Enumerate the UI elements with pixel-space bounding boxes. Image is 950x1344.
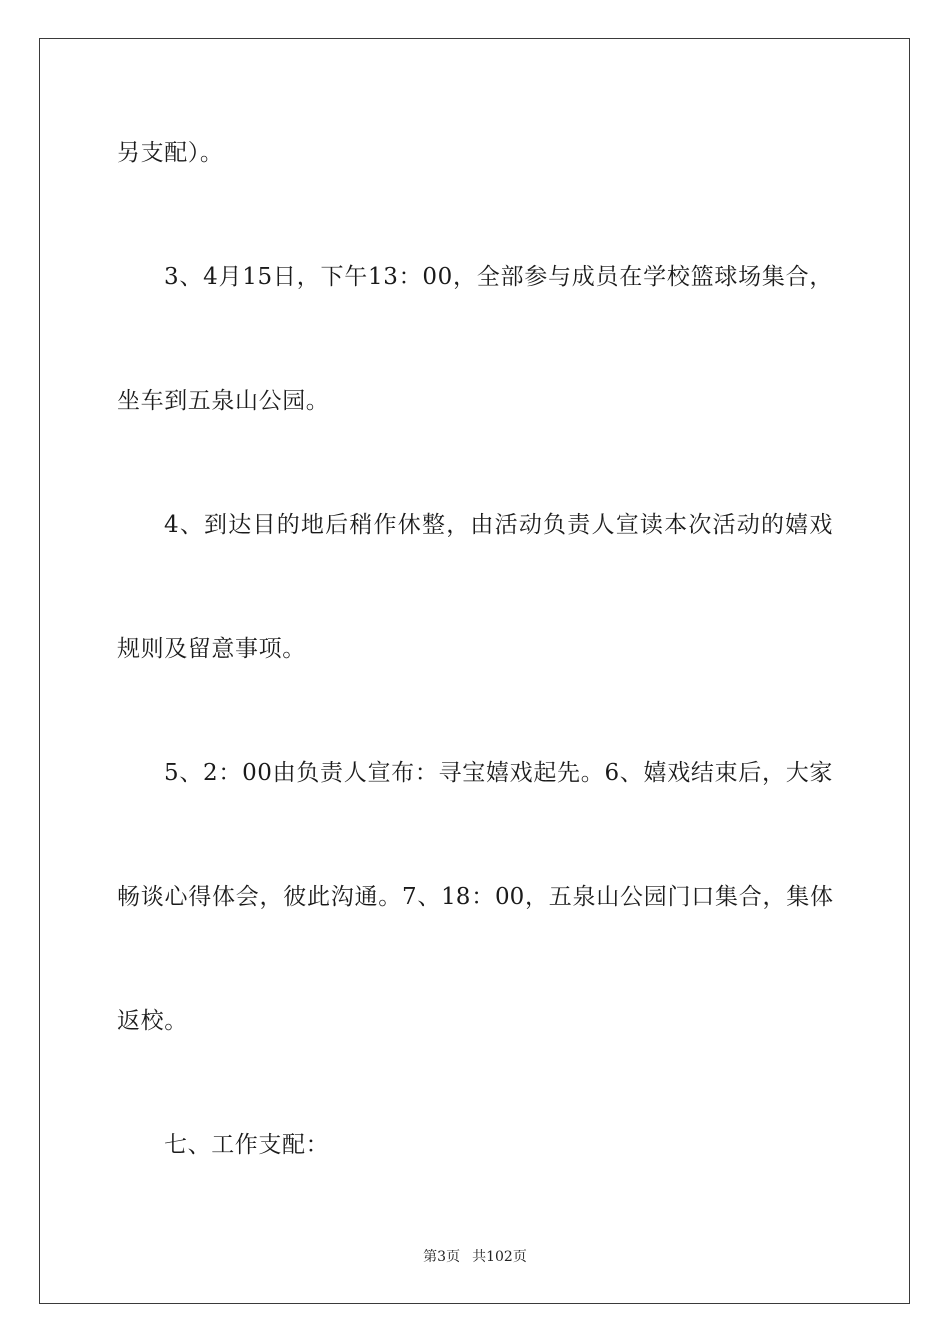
text-line-8: 返校。	[117, 1008, 188, 1034]
text-line-1: 另支配）。	[117, 140, 224, 166]
text-line-7: 畅谈心得体会，彼此沟通。7、18：00，五泉山公园门口集合，集体	[117, 884, 833, 910]
page-footer	[0, 1248, 950, 1266]
text-line-3: 坐车到五泉山公园。	[117, 388, 330, 414]
page-total: 共102页	[472, 1249, 527, 1265]
page-number: 第3页	[423, 1249, 461, 1265]
text-line-6: 5、2：00由负责人宣布：寻宝嬉戏起先。6、嬉戏结束后，大家	[164, 760, 833, 786]
page-border	[39, 38, 910, 1304]
text-line-4: 4、到达目的地后稍作休整，由活动负责人宣读本次活动的嬉戏	[164, 512, 833, 538]
text-line-2: 3、4月15日，下午13：00，全部参与成员在学校篮球场集合，	[164, 264, 833, 290]
text-line-5: 规则及留意事项。	[117, 636, 306, 662]
section-heading: 七、工作支配：	[164, 1132, 330, 1158]
